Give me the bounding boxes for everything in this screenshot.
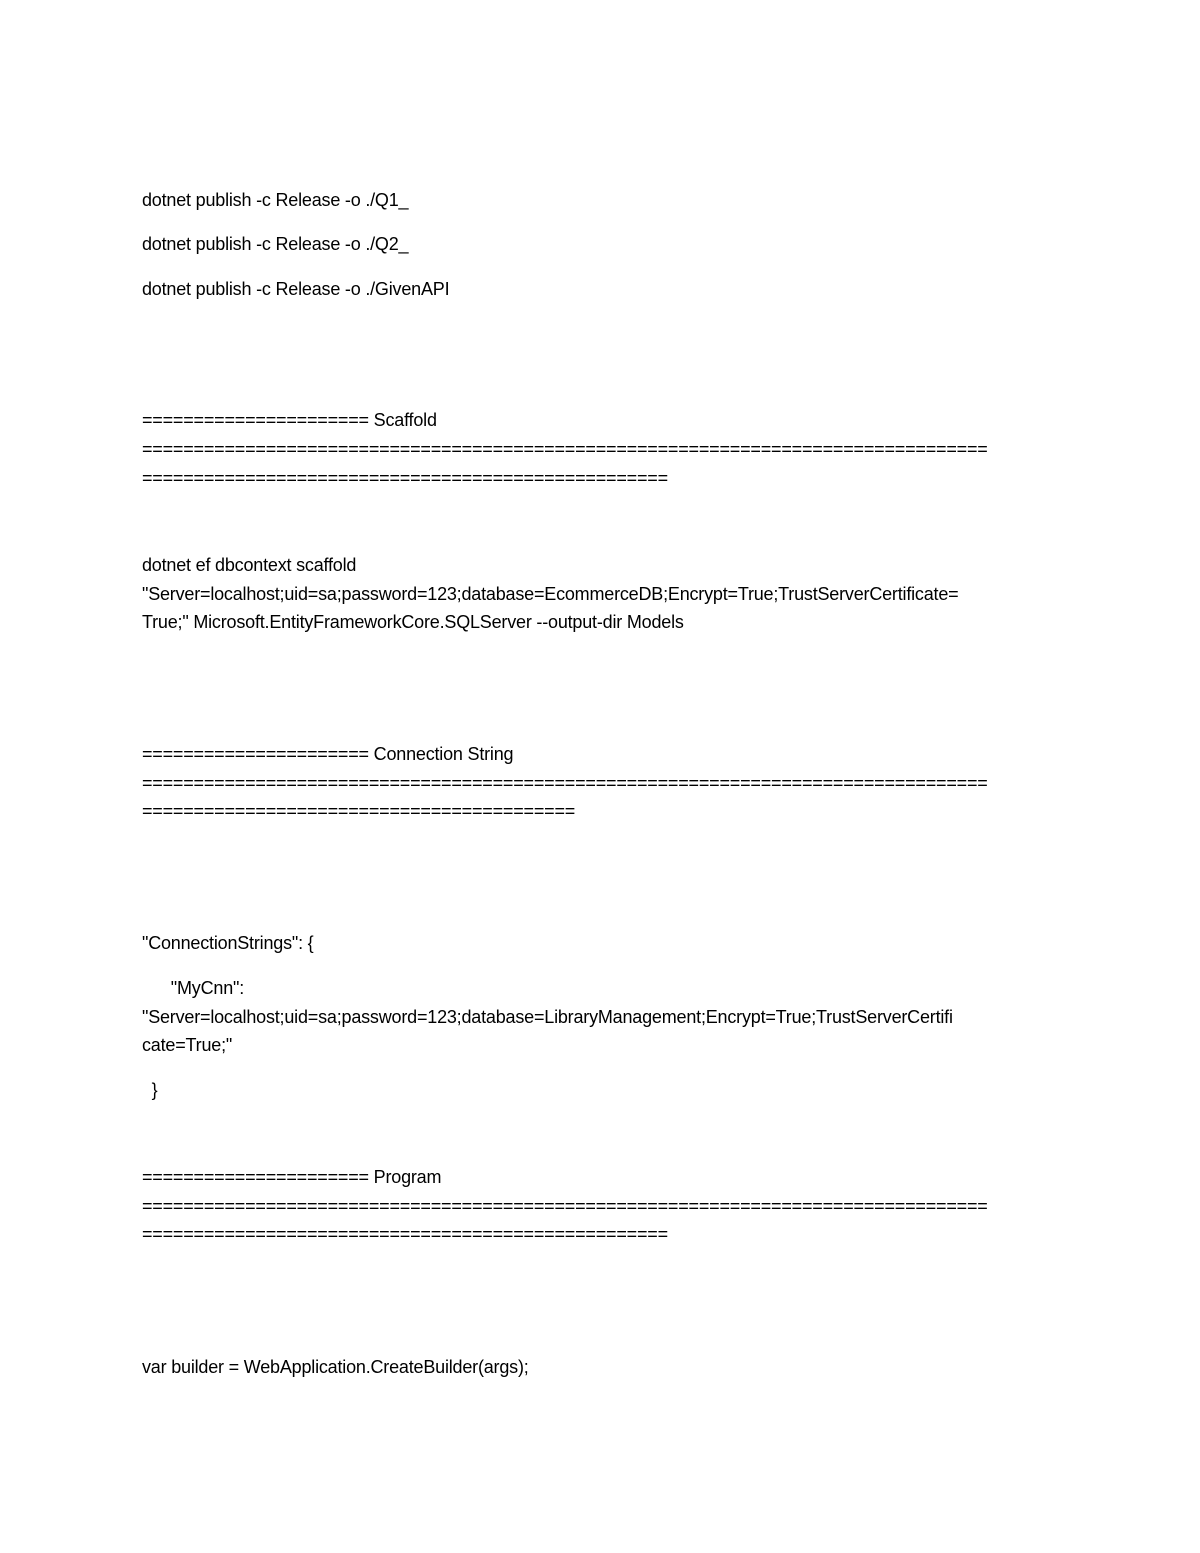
scaffold-command-line: True;" Microsoft.EntityFrameworkCore.SQLServer --output-dir Models [142, 612, 684, 632]
connection-json-line: cate=True;" [142, 1035, 233, 1055]
connection-json-line: } [142, 1080, 158, 1100]
scaffold-command-line: dotnet ef dbcontext scaffold [142, 555, 357, 575]
connection-json-line: "MyCnn": [142, 978, 245, 998]
connection-json-line: "Server=localhost;uid=sa;password=123;database=LibraryManagement;Encrypt=True;TrustServerCertifi [142, 1007, 953, 1027]
program-code-line: var builder = WebApplication.CreateBuilder(args); [142, 1357, 529, 1377]
publish-command-q2: dotnet publish -c Release -o ./Q2_ [142, 234, 409, 254]
scaffold-divider-line: ================================================================================== [142, 439, 988, 459]
program-section-header: ====================== Program [142, 1167, 442, 1187]
program-divider-line: =================================================== [142, 1224, 668, 1244]
connection-json-line: "ConnectionStrings": { [142, 933, 314, 953]
connection-divider-line: ================================================================================== [142, 773, 988, 793]
publish-command-givenapi: dotnet publish -c Release -o ./GivenAPI [142, 279, 450, 299]
connection-divider-line: ========================================== [142, 801, 576, 821]
program-divider-line: ================================================================================== [142, 1196, 988, 1216]
scaffold-command-line: "Server=localhost;uid=sa;password=123;database=EcommerceDB;Encrypt=True;TrustServerCertificate= [142, 584, 959, 604]
connection-section-header: ====================== Connection String [142, 744, 514, 764]
publish-command-q1: dotnet publish -c Release -o ./Q1_ [142, 190, 409, 210]
scaffold-section-header: ====================== Scaffold [142, 410, 437, 430]
scaffold-divider-line: =================================================== [142, 468, 668, 488]
